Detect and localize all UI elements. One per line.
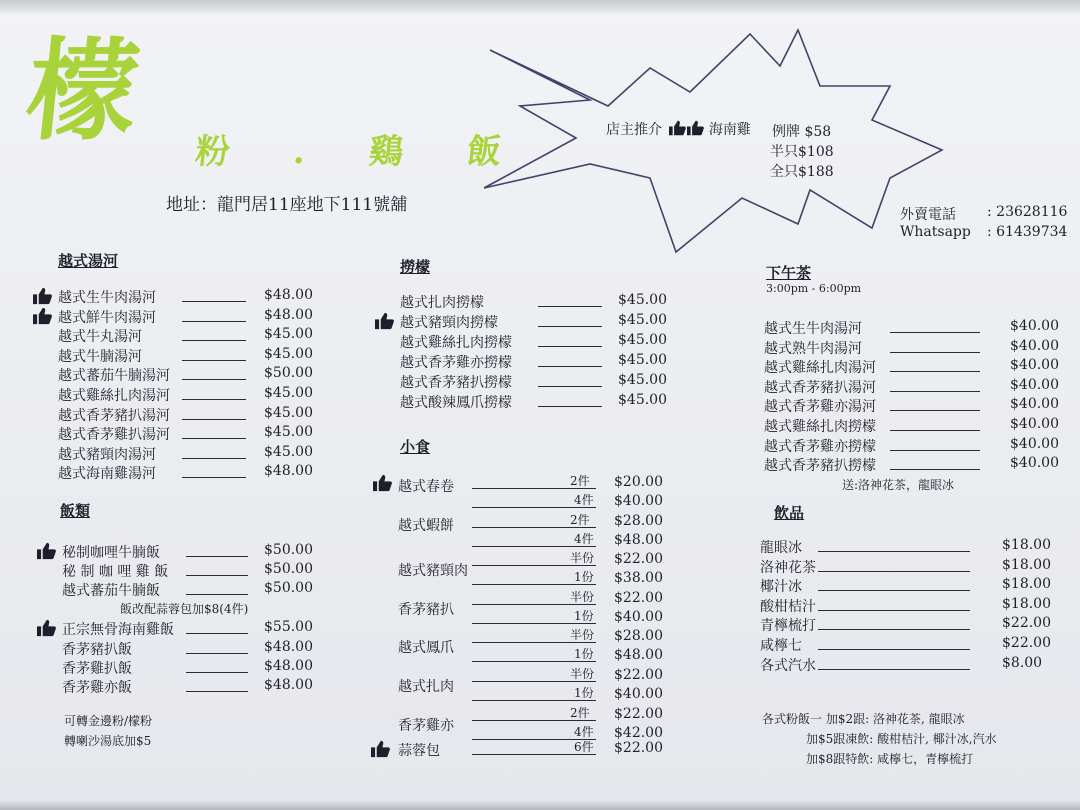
portion-size: 4件: [574, 493, 594, 507]
price-leader-line: [182, 379, 246, 380]
menu-row: [760, 615, 1072, 635]
item-name: 青檸梳打: [760, 618, 816, 635]
item-price: $18.00: [1002, 595, 1051, 612]
whatsapp-label: Whatsapp: [900, 224, 971, 240]
item-price: $22.00: [614, 667, 663, 683]
item-name: 洛神花茶: [760, 559, 816, 576]
item-name: 龍眼冰: [760, 540, 802, 556]
price-leader-line: [182, 438, 246, 439]
price-leader-line: [538, 326, 602, 327]
price-leader-line: [186, 575, 248, 576]
price-leader-line: [186, 594, 248, 595]
portion-size: 1份: [574, 647, 594, 662]
item-price: $48.00: [264, 306, 313, 323]
item-price: $28.00: [614, 628, 663, 645]
price-leader-line: [890, 332, 980, 333]
item-name: 越式雞絲扎肉湯河: [764, 360, 876, 377]
item-name: 秘 制 咖 哩 雞 飯: [62, 564, 169, 580]
menu-row: [58, 385, 334, 405]
rice-bread-note: 飯改配蒜蓉包加$8(4件): [120, 602, 249, 616]
menu-row: [58, 326, 334, 346]
portion-size: 4件: [574, 531, 594, 546]
portion-size: 2件: [570, 512, 590, 527]
price-leader-line: [182, 340, 246, 341]
item-name: 越式香茅雞亦撈檬: [764, 438, 876, 455]
item-name: 秘制咖哩牛腩飯: [62, 545, 160, 561]
promo-item: 海南雞: [708, 122, 751, 138]
menu-row: [764, 338, 1080, 358]
portion-size: 半份: [570, 628, 595, 643]
rice-noodle-note: 可轉金邊粉/檬粉: [64, 714, 153, 728]
item-name: 越式生牛肉湯河: [764, 321, 862, 337]
snack-row: [398, 551, 663, 589]
item-name: 越式牛丸湯河: [58, 329, 142, 346]
price-leader-line: [818, 669, 970, 670]
portion-size: 半份: [570, 667, 595, 681]
price-leader-line: [182, 458, 246, 459]
item-price: $45.00: [264, 404, 313, 421]
thumbs-up-icon: [686, 120, 704, 136]
item-price: $40.00: [614, 608, 663, 625]
item-price: $50.00: [264, 580, 313, 596]
tea-gift-note: 送:洛神花茶，龍眼冰: [842, 478, 955, 492]
menu-row: [62, 619, 334, 639]
menu-row: [760, 576, 1072, 596]
item-price: $22.00: [614, 705, 663, 722]
menu-row: [760, 537, 1072, 557]
price-leader-line: [186, 633, 248, 634]
thumbs-up-icon: [32, 307, 54, 327]
item-price: $48.00: [264, 677, 313, 693]
portion-size: 1份: [574, 608, 594, 623]
item-price: $45.00: [264, 424, 313, 441]
item-price: $28.00: [614, 512, 663, 529]
price-leader-line: [538, 346, 602, 347]
item-price: $45.00: [618, 352, 667, 368]
brand-subtitle: 粉 . 鷄 飯: [193, 132, 530, 172]
section-title-snacks: 小食: [400, 438, 431, 456]
rice-laksa-note: 轉喇沙湯底加$5: [64, 734, 152, 748]
item-price: $45.00: [264, 443, 313, 460]
brand-logo: 檬: [21, 26, 145, 155]
phone-number: : 23628116: [987, 204, 1068, 220]
menu-row: [760, 557, 1072, 577]
portion-size: 2件: [570, 474, 590, 488]
thumbs-up-icon: [372, 474, 394, 494]
tea-hours: 3:00pm - 6:00pm: [766, 282, 862, 295]
price-leader-line: [890, 450, 980, 451]
item-name: 越式生牛肉湯河: [58, 290, 156, 306]
item-name: 越式蝦餅: [398, 517, 454, 534]
price-leader-line: [818, 610, 970, 611]
menu-row: [760, 635, 1072, 655]
price-leader-line: [818, 590, 970, 591]
item-price: $45.00: [618, 292, 667, 308]
item-name: 香茅雞亦: [398, 717, 454, 734]
item-name: 越式香茅豬扒撈檬: [764, 458, 876, 475]
item-price: $40.00: [1010, 396, 1059, 413]
menu-row: [764, 357, 1080, 377]
price-leader-line: [182, 419, 246, 420]
price-leader-line: [182, 399, 246, 400]
item-name: 咸檸七: [760, 638, 802, 654]
item-name: 越式蕃茄牛腩湯河: [58, 368, 170, 385]
menu-row: [764, 436, 1080, 456]
item-price: $22.00: [1002, 615, 1051, 632]
item-price: $40.00: [614, 493, 663, 509]
item-price: $45.00: [618, 392, 667, 408]
price-leader-line: [890, 371, 980, 372]
snack-row: [398, 474, 663, 512]
section-title-drinks: 飲品: [774, 504, 805, 522]
item-name: 正宗無骨海南雞飯: [62, 622, 174, 638]
item-price: $42.00: [614, 724, 663, 741]
item-name: 越式鳳爪: [398, 640, 454, 657]
section-title-soup: 越式湯河: [58, 252, 119, 270]
price-leader-line: [186, 672, 248, 673]
item-name: 香茅雞亦飯: [62, 680, 132, 696]
item-name: 越式香茅豬扒湯河: [764, 379, 876, 396]
thumbs-up-icon: [32, 287, 54, 307]
item-name: 越式春卷: [398, 479, 454, 495]
thumbs-up-icon: [36, 619, 58, 639]
item-price: $48.00: [264, 287, 313, 303]
menu-row: [62, 658, 334, 678]
item-name: 香茅豬扒: [398, 601, 454, 618]
item-price: $45.00: [618, 312, 667, 328]
price-leader-line: [186, 691, 248, 692]
menu-row: [62, 677, 334, 697]
promo-price-2: 半只$108: [770, 144, 834, 160]
item-name: 越式豬頸肉湯河: [58, 446, 156, 463]
item-price: $22.00: [614, 589, 663, 606]
menu-row: [62, 580, 334, 600]
item-name: 越式扎肉: [398, 679, 454, 695]
item-name: 越式鮮牛肉湯河: [58, 309, 156, 326]
item-price: $45.00: [264, 326, 313, 343]
item-name: 越式海南雞湯河: [58, 466, 156, 483]
item-price: $48.00: [264, 463, 313, 480]
thumbs-up-icon: [36, 542, 58, 562]
price-leader-line: [538, 306, 602, 307]
item-price: $40.00: [1010, 435, 1059, 452]
item-price: $20.00: [614, 474, 663, 490]
item-price: $40.00: [1010, 357, 1059, 374]
item-price: $40.00: [1010, 318, 1059, 334]
item-price: $48.00: [264, 639, 313, 655]
item-name: 越式雞絲扎肉撈檬: [764, 419, 876, 435]
menu-row: [58, 307, 334, 327]
snack-row: [398, 705, 663, 744]
menu-row: [764, 377, 1080, 397]
item-name: 越式蕃茄牛腩飯: [62, 583, 160, 599]
menu-row: [764, 318, 1080, 338]
item-price: $45.00: [264, 385, 313, 401]
item-name: 越式豬頸肉: [398, 563, 468, 580]
price-leader-line: [818, 551, 970, 552]
snack-row: [398, 589, 663, 628]
starburst-shape: [480, 28, 950, 258]
price-leader-line: [182, 321, 246, 322]
item-name: 越式香茅雞亦撈檬: [400, 355, 512, 371]
item-price: $18.00: [1002, 537, 1051, 553]
portion-size: 半份: [570, 589, 595, 604]
phone-label: 外賣電話: [900, 207, 956, 223]
item-price: $45.00: [618, 332, 667, 348]
price-leader-line: [818, 629, 970, 630]
item-price: $40.00: [1010, 376, 1059, 393]
menu-row: [58, 365, 334, 385]
menu-row: [58, 346, 334, 366]
price-leader-line: [890, 410, 980, 411]
portion-size: 6件: [574, 740, 594, 754]
menu-row: [400, 292, 688, 312]
menu-row: [400, 392, 688, 412]
section-title-lomein: 撈檬: [400, 258, 431, 276]
menu-row: [58, 444, 334, 464]
item-price: $48.00: [614, 647, 663, 664]
item-price: $8.00: [1002, 654, 1043, 671]
snack-row: [398, 628, 663, 666]
item-price: $22.00: [614, 551, 663, 568]
promo-title: 店主推介: [606, 122, 662, 138]
item-name: 椰汁冰: [760, 579, 802, 596]
item-name: 香茅豬扒飯: [62, 642, 132, 658]
price-leader-line: [182, 477, 246, 478]
menu-row: [58, 424, 334, 444]
item-price: $40.00: [1010, 416, 1059, 432]
item-price: $40.00: [614, 686, 663, 702]
item-price: $18.00: [1002, 576, 1051, 593]
price-leader-line: [890, 352, 980, 353]
promo-block: [606, 119, 751, 139]
promo-price-3: 全只$188: [770, 164, 834, 180]
item-name: 越式香茅豬扒撈檬: [400, 375, 512, 391]
portion-size: 4件: [574, 724, 594, 739]
item-name: 各式汽水: [760, 657, 816, 674]
item-name: 越式雞絲扎肉湯河: [58, 388, 170, 404]
snack-row: [398, 740, 663, 760]
menu-row: [760, 596, 1072, 616]
menu-row: [400, 332, 688, 352]
menu-row: [58, 405, 334, 425]
item-name: 越式香茅雞扒湯河: [58, 427, 170, 444]
menu-row: [764, 416, 1080, 436]
menu-row: [62, 639, 334, 659]
price-leader-line: [182, 360, 246, 361]
price-leader-line: [890, 430, 980, 431]
menu-row: [760, 655, 1072, 675]
menu-row: [400, 312, 688, 332]
menu-row: [400, 372, 688, 392]
price-leader-line: [186, 556, 248, 557]
item-price: $38.00: [614, 570, 663, 587]
thumbs-up-icon: [374, 312, 396, 332]
section-title-tea: 下午茶: [766, 264, 812, 282]
item-name: 越式雞絲扎肉撈檬: [400, 335, 512, 351]
item-price: $22.00: [1002, 635, 1051, 651]
address: 地址：龍門居11座地下111號舖: [166, 195, 408, 215]
menu-row: [58, 287, 334, 307]
item-name: 越式豬頸肉撈檬: [400, 315, 498, 331]
item-price: $45.00: [618, 372, 667, 388]
menu-row: [764, 396, 1080, 416]
section-title-rice: 飯類: [60, 502, 91, 520]
price-leader-line: [538, 386, 602, 387]
bottom-shadow: [0, 800, 1080, 810]
menu-row: [62, 542, 334, 562]
whatsapp-number: : 61439734: [987, 224, 1068, 240]
price-leader-line: [182, 301, 246, 302]
menu-row: [58, 463, 334, 483]
item-price: $45.00: [264, 345, 313, 362]
promo-price-1: 例牌 $58: [772, 124, 832, 140]
item-price: $40.00: [1010, 337, 1059, 354]
item-price: $40.00: [1010, 455, 1059, 472]
item-price: $50.00: [264, 365, 313, 382]
price-leader-line: [818, 571, 970, 572]
item-price: $18.00: [1002, 556, 1051, 573]
item-name: 越式香茅豬扒湯河: [58, 407, 170, 424]
item-price: $55.00: [264, 619, 313, 635]
item-name: 蒜蓉包: [398, 743, 440, 759]
item-price: $48.00: [614, 531, 663, 548]
item-price: $50.00: [264, 542, 313, 558]
item-name: 越式香茅雞亦湯河: [764, 399, 876, 416]
item-name: 越式酸辣鳳爪撈檬: [400, 395, 512, 411]
snack-row: [398, 667, 663, 705]
item-price: $22.00: [614, 740, 663, 756]
menu-row: [62, 561, 334, 581]
portion-size: 半份: [570, 551, 595, 566]
snack-row: [398, 512, 663, 551]
price-leader-line: [890, 391, 980, 392]
menu-row: [400, 352, 688, 372]
top-shadow: [0, 0, 1080, 14]
item-price: $48.00: [264, 658, 313, 674]
item-name: 香茅雞扒飯: [62, 661, 132, 677]
price-leader-line: [538, 366, 602, 367]
thumbs-up-icon: [668, 120, 686, 136]
portion-size: 2件: [570, 705, 590, 720]
item-name: 越式熟牛肉湯河: [764, 340, 862, 357]
portion-size: 1份: [574, 570, 594, 585]
price-leader-line: [818, 649, 970, 650]
addon-line-1: 各式粉飯一 加$2跟: 洛神花茶, 龍眼冰: [762, 712, 965, 726]
price-leader-line: [890, 469, 980, 470]
item-name: 酸柑桔汁: [760, 598, 816, 615]
item-name: 越式扎肉撈檬: [400, 295, 484, 311]
thumbs-up-icon: [370, 740, 392, 760]
addon-line-2: 加$5跟凍飲: 酸柑桔汁, 椰汁冰,汽水: [806, 732, 997, 746]
menu-row: [764, 455, 1080, 475]
portion-size: 1份: [574, 686, 594, 700]
item-name: 越式牛腩湯河: [58, 348, 142, 365]
addon-line-3: 加$8跟特飲: 咸檸七，青檸梳打: [806, 752, 974, 766]
item-price: $50.00: [264, 561, 313, 577]
price-leader-line: [538, 406, 602, 407]
price-leader-line: [186, 653, 248, 654]
